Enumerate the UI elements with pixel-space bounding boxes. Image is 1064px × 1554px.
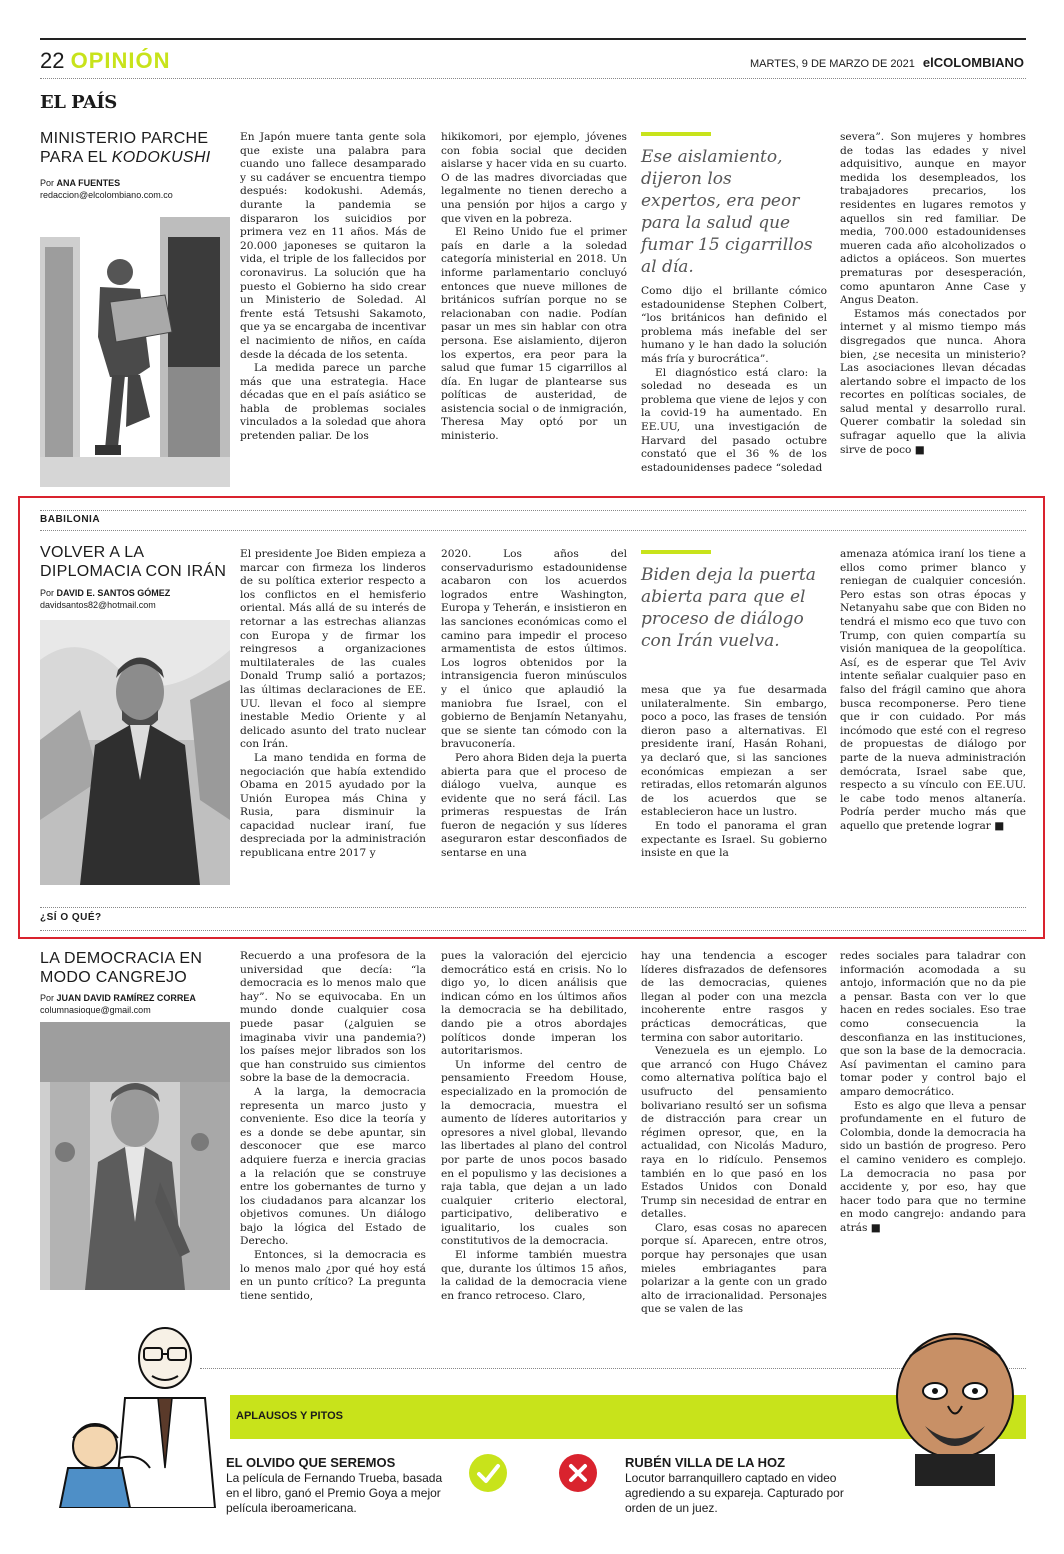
applause-good-title: EL OLVIDO QUE SEREMOS [226, 1455, 396, 1470]
article-column-2: 2020. Los años del conservadurismo estadounidense acabaron con los acuerdos logrados entre Washington, Europa y Teherán, e insistieron en las sanciones económicas como el camino para impedir el proceso armamentista de estos últimos. Los logros obtenidos por la intransigencia fueron minúsculos y el único que aplaudió la maniobra fue Israel, con el gobierno de Benjamín Netanyahu, que se siente tan cómodo con la bravuconería. Pero ahora Biden deja la puerta abierta para que el proceso de diálogo vuelva, aunque es evidente que no será fácil. Las primeras respuestas de Irán fueron de negación y sus líderes aseguraron estar desconfiados de sentarse en una [441, 548, 627, 860]
column-section-label: ¿SÍ O QUÉ? [40, 912, 102, 923]
teacher-and-child-cartoon-icon [40, 1318, 230, 1508]
article-column-3: hay una tendencia a escoger líderes disfrazados de defensores de las democracias, quienes llegan al poder con una mezcla incoherente entre rasgos y prácticas democráticas, que termina con sabor autoritario. Venezuela es un ejemplo. Lo que arrancó con Hugo Chávez como alternativa política bajo el usufructo del pensamiento bolivariano resultó ser un sofisma de distracción para crear un régimen opresor, que, en la actualidad, con Nicolás Maduro, raya en lo ridículo. Pensemos también en lo que pasó en los Estados Unidos con Donald Trump sin necesidad de entrar en detalles. Claro, esas cosas no aparecen porque sí. Aparecen, entre otros, porque hay personajes que usan mieles embriagantes para polarizar a la gente con un grado alto de irracionalidad. Personajes que se valen de las [641, 950, 827, 1316]
author-portrait-street-photo [40, 1022, 230, 1290]
author-email: columnasioque@gmail.com [40, 1005, 151, 1015]
x-icon [558, 1453, 598, 1493]
divider [40, 907, 1026, 908]
date: MARTES, 9 DE MARZO DE 2021 [750, 58, 915, 70]
divider [40, 930, 1026, 931]
statue-reading-newspaper-photo [40, 217, 230, 487]
byline: Por JUAN DAVID RAMÍREZ CORREA columnasioque@gmail.com [40, 993, 196, 1015]
article-column-2: pues la valoración del ejercicio democrático está en crisis. No lo digo yo, lo dicen análisis que indican cómo en los últimos años la democracia se ha debilitado, dando pie a otros abordajes políticos donde imperan los autoritarismos. Un informe del centro de pensamiento Freedom House, especializado en la promoción de la democracia, muestra el aumento de líderes autoritarios y opresores a nivel global, llevando las libertades al plano del control por parte de unos pocos basado en el populismo y las decisiones a raja tabla, que dejan a un lado cualquier criterio electoral, participativo, deliberativo e igualitario, los cuales son constitutivos de la democracia. El informe también muestra que, durante los últimos 15 años, la calidad de la democracia viene en franco retroceso. Claro, [441, 950, 627, 1302]
article-column-1: En Japón muere tanta gente sola que existe una palabra para cuando uno fallece desamparado y su cadáver se encuentra tiempo después: kodokushi. Además, durante la pandemia se dispararon los suicidios por primera vez en 11 años. Más de 20.000 japoneses se quitaron la vida, el triple de los fallecidos por coronavirus. La solución que ha puesto el Gobierno ha sido crear un Ministerio de Soledad. Al frente está Tetsushi Sakamoto, que ya se encargaba de incentivar el nacimiento de niños, en caída desde la década de los setenta. La medida parece un parche más que una estrategia. Hace décadas que en el país asiático se habla de problemas sociales vinculados a la soledad que ahora pretenden paliar. De los [240, 131, 426, 443]
author-portrait-photo [40, 620, 230, 885]
article-title: MINISTERIO PARCHE PARA EL KODOKUSHI [40, 130, 211, 166]
divider [40, 510, 1026, 511]
dateline [750, 55, 1024, 70]
page-header [40, 48, 171, 74]
article-column-2: hikikomori, por ejemplo, jóvenes con fobia social que deciden aislarse y hacer vida en su cuarto. O de las madres divorciadas que legalmente no tienen derecho a una pensión por hijos a cargo y que viven en la pobreza. El Reino Unido fue el primer país en darle a la soledad categoría ministerial en 2018. Un informe parlamentario concluyó entonces que nueve millones de británicos sufrían porque no se relacionaban con nadie. Podían pasar un mes sin hablar con otra persona. Ese aislamiento, dijeron los expertos, era peor para la salud que fumar 15 cigarrillos al día. En lugar de plantearse sus políticas de austeridad, de asistencia social o de inmigración, Theresa May optó por un ministerio. [441, 131, 627, 443]
author-name: JUAN DAVID RAMÍREZ CORREA [56, 993, 196, 1003]
article-column-1: Recuerdo a una profesora de la universidad que decía: “la democracia es lo menos malo que hay”. No se equivocaba. En un mundo donde cualquier cosa puede pasar (¿alguien se imaginaba vivir una pandemia?) los países mejor librados son los que han construido sus cimientos sobre la base de la democracia. A la larga, la democracia representa un marco justo y conveniente. Eso dice la teoría y es a donde se debe apuntar, sin desconocer que ese marco adquiere fuerza e inercia gracias a la relación que se construye entre los gobernantes de turno y los ciudadanos para alcanzar los objetivos comunes. Un diálogo bajo la lógica del Estado de Derecho. Entonces, si la democracia es lo menos malo ¿por qué hoy está en un punto crítico? La pregunta tiene sentido, [240, 950, 426, 1302]
byline: Por ANA FUENTES redaccion@elcolombiano.com.co [40, 178, 173, 200]
author-email: davidsantos82@hotmail.com [40, 600, 156, 610]
pullquote-bar [641, 132, 711, 136]
caricature-man-icon [880, 1326, 1030, 1486]
top-rule [40, 38, 1026, 40]
brand-logo: elCOLOMBIANO [922, 55, 1024, 70]
article-column-3: mesa que ya fue desarmada unilateralmente. Sin embargo, poco a poco, las frases de tensión dieron paso a alternativas. El presidente iraní, Hasán Rohani, ya declaró que, si las sanciones económicas empiezan a ser retiradas, ellos retomarán algunos de los acuerdos que se establecieron hace un lustro. En todo el panorama el gran expectante es Israel. Su gobierno insiste en que la [641, 684, 827, 860]
byline: Por DAVID E. SANTOS GÓMEZ davidsantos82@hotmail.com [40, 588, 171, 610]
pullquote-bar [641, 550, 711, 554]
article-column-4: severa”. Son mujeres y hombres de todas las edades y nivel adquisitivo, aunque en mayor medida los desempleados, los trabajadores precarios, los residentes en lugares remotos y aquellos sin red familiar. De media, 700.000 estadounidenses mueren cada año alcoholizados o adictos a opiáceos. Son muertes prematuras por desesperación, como apuntaron Anne Case y Angus Deaton. Estamos más conectados por internet y al mismo tiempo más disgregados que nunca. Ahora bien, ¿se necesita un ministerio? Las asociaciones llevan décadas alertando sobre el impacto de los recortes en políticas sociales, de salud mental y desarrollo rural. Querer combatir la soledad sin sufragar aquello que la alivia sirve de poco ■ [840, 131, 1026, 456]
divider [40, 78, 1026, 79]
page-number: 22 [40, 48, 65, 73]
article-column-4: redes sociales para taladrar con información acomodada a su antojo, información que no da pie a pensar. Basta con ver lo que hacen en redes sociales. Eso trae como consecuencia la desconfianza en las instituciones, que son la base de la democracia. Así pavimentan el camino para tomar poder y control bajo el amparo democrático. Esto es algo que lleva a pensar profundamente en el futuro de Colombia, donde la democracia ha sido un bastión de progreso. Pero el camino venidero es complejo. La democracia no pasa por accidente y, por eso, hay que hacer todo para que no termine en modo cangrejo: andando para atrás ■ [840, 950, 1026, 1234]
article-column-1: El presidente Joe Biden empieza a marcar con firmeza los linderos de su política exterior respecto a los conflictos en el hemisferio oriental. Más allá de su interés de retornar a las estrechas alianzas con Europa y de firmar los reingresos a organizaciones multilaterales de las cuales Donald Trump salió a portazos; las últimas declaraciones de EE. UU. llevan el foco al siempre inestable Medio Oriente y al delicado asunto del trato nuclear con Irán. La mano tendida en forma de negociación que había extendido Obama en 2015 ayudado por la Unión Europea más China y Rusia, para disminuir la capacidad nuclear iraní, fue despreciada por la administración republicana entre 2017 y [240, 548, 426, 860]
applause-band-title: APLAUSOS Y PITOS [236, 1410, 343, 1422]
article-title: VOLVER A LA DIPLOMACIA CON IRÁN [40, 544, 227, 580]
applause-bad-title: RUBÉN VILLA DE LA HOZ [625, 1455, 786, 1470]
column-section-label: BABILONIA [40, 514, 101, 525]
article-column-4: amenaza atómica iraní los tiene a ellos como primer blanco y reniegan de cualquier concesión. Pero estas son otras épocas y Netanyahu sabe que con Biden no tendrá el mismo eco que tuvo con Trump, con quien compartía su visión maniquea de la geopolítica. Así, es de esperar que Tel Aviv intente señalar cualquier paso en falso del frágil camino que ahora busca recomponerse. Pero tiene que ir con cuidado. Por más incómodo que esté con el regreso de propuestas de diálogo por parte de la nueva administración demócrata, Israel sabe que, respecto a su vínculo con EE.UU. le cabe todo menos altanería. Podría perder mucho más que aquello que pretende lograr ■ [840, 548, 1026, 832]
check-icon [468, 1453, 508, 1493]
author-email: redaccion@elcolombiano.com.co [40, 190, 173, 200]
author-name: ANA FUENTES [56, 178, 121, 188]
divider [40, 530, 1026, 531]
article-column-3: Como dijo el brillante cómico estadounidense Stephen Colbert, “los británicos han definido el problema más inefable del ser humano y le han dado la solución más fría y burocrática”. El diagnóstico está claro: la soledad no deseada es un problema que viene de lejos y con la covid-19 ha aumentado. En EE.UU, una investigación de Harvard del pasado octubre constató que el 36 % de los estadounidenses padece “soledad [641, 285, 827, 474]
section-name: OPINIÓN [70, 48, 171, 73]
source-logo: EL PAÍS [40, 92, 117, 113]
applause-good-text: La película de Fernando Trueba, basada en el libro, ganó el Premio Goya a mejor película iberoamericana. [226, 1471, 443, 1515]
author-name: DAVID E. SANTOS GÓMEZ [56, 588, 171, 598]
pullquote: Ese aislamiento, dijeron los expertos, era peor para la salud que fumar 15 cigarrillos al día. [641, 147, 813, 277]
pullquote: Biden deja la puerta abierta para que el proceso de diálogo con Irán vuelva. [641, 565, 816, 651]
article-title: LA DEMOCRACIA EN MODO CANGREJO [40, 950, 203, 986]
applause-bad-text: Locutor barranquillero captado en video agrediendo a su expareja. Capturado por orden de un juez. [625, 1471, 844, 1515]
